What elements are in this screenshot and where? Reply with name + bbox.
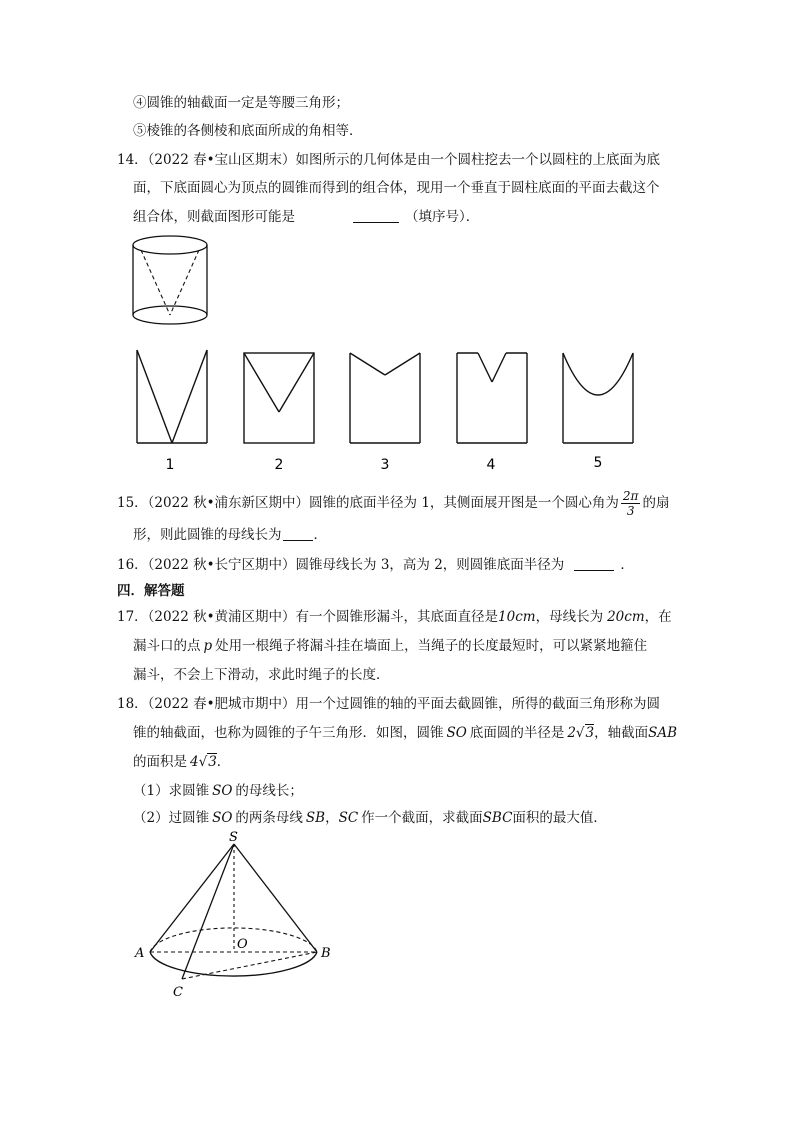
- item-5: ⑤棱锥的各侧棱和底面所成的角相等．: [133, 123, 363, 139]
- label-a: A: [135, 946, 145, 961]
- option-4-label: 4: [486, 457, 496, 473]
- label-c: C: [173, 985, 183, 1000]
- q15-line1: 15．（2022 秋•浦东新区期中）圆锥的底面半径为 1，其侧面展开图是一个圆心角为 $\frac{2\pi}{3}$ 的扇: [117, 489, 670, 518]
- fraction: $\frac{2\pi}{3}$: [622, 489, 639, 518]
- cross-section-options: [130, 345, 650, 475]
- option-1-shape: [137, 350, 207, 443]
- q14-line1: 14．（2022 春•宝山区期末）如图所示的几何体是由一个圆柱挖去一个以圆柱的上底面为底: [117, 152, 661, 168]
- q17-line3: 漏斗，不会上下滑动，求此时绳子的长度．: [133, 667, 390, 683]
- q18-line3: 的面积是 4√3．: [133, 754, 231, 770]
- section-heading: 四．解答题: [117, 583, 185, 599]
- q17-line1: 17．（2022 秋•黄浦区期中）有一个圆锥形漏斗，其底面直径是10cm，母线长为 20cm，在: [117, 609, 672, 625]
- option-5-shape: [563, 353, 633, 443]
- label-o: O: [237, 937, 248, 952]
- answer-blank: [353, 208, 399, 223]
- q15-line2: 形，则此圆锥的母线长为 ．: [133, 527, 327, 543]
- cylinder-figure: [125, 232, 215, 332]
- option-2-label: 2: [274, 457, 284, 473]
- q17-line2: 漏斗口的点 p 处用一根绳子将漏斗挂在墙面上，当绳子的长度最短时，可以紧紧地箍住: [133, 638, 648, 654]
- q18-part2: （2）过圆锥 SO 的两条母线 SB，SC 作一个截面，求截面SBC面积的最大值．: [133, 810, 607, 826]
- option-3-label: 3: [380, 457, 390, 473]
- option-4-shape: [457, 353, 527, 443]
- q14-line3: 组合体，则截面图形可能是 （填序号）．: [133, 209, 480, 225]
- q16-line: 16．（2022 秋•长宁区期中）圆锥母线长为 3，高为 2，则圆锥底面半径为 ．: [117, 557, 634, 573]
- option-5-label: 5: [593, 455, 603, 471]
- answer-blank: [283, 526, 313, 541]
- q14-line2: 面，下底面圆心为顶点的圆锥而得到的组合体，现用一个垂直于圆柱底面的平面去截这个: [133, 180, 660, 196]
- option-1-label: 1: [165, 457, 175, 473]
- cone-figure: [125, 828, 345, 1003]
- option-3-shape: [350, 353, 420, 443]
- option-2-shape: [244, 353, 314, 443]
- answer-blank: [574, 556, 614, 571]
- label-b: B: [321, 946, 331, 961]
- q18-line1: 18．（2022 春•肥城市期中）用一个过圆锥的轴的平面去截圆锥，所得的截面三角形称为圆: [117, 696, 661, 712]
- q18-line2: 锥的轴截面，也称为圆锥的子午三角形．如图，圆锥 SO 底面圆的半径是 2√3，轴截面SAB: [133, 725, 678, 741]
- q18-part1: （1）求圆锥 SO 的母线长；: [133, 783, 303, 799]
- label-s: S: [229, 830, 238, 845]
- item-4: ④圆锥的轴截面一定是等腰三角形；: [133, 95, 349, 111]
